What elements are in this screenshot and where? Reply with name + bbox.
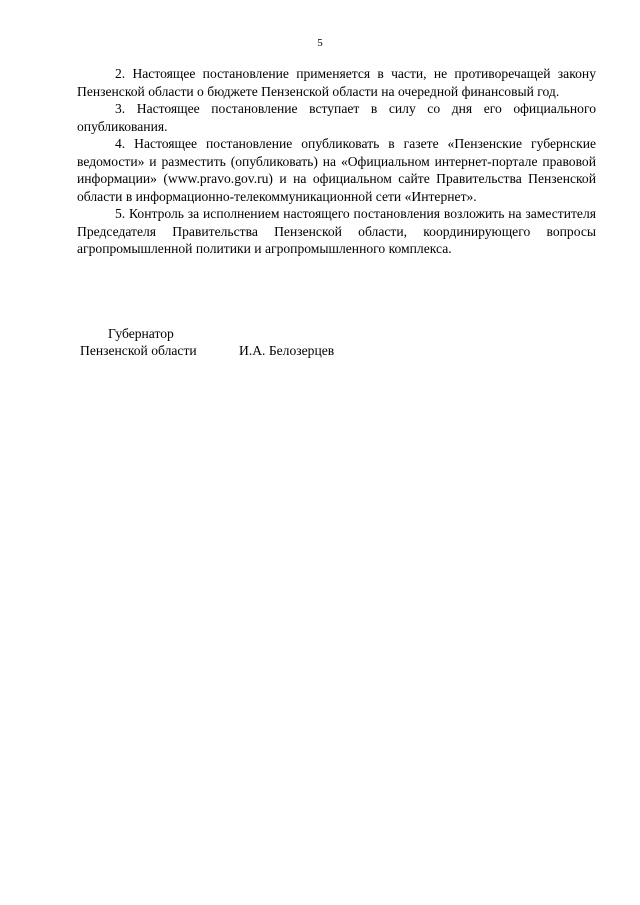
document-body: [77, 65, 596, 258]
page-number: 5: [317, 37, 323, 49]
paragraph-2: 2. Настоящее постановление применяется в части, не противоречащей закону Пензенской области о бюджете Пензенской области на очередной финансовый год.: [77, 66, 596, 99]
paragraph-4: 4. Настоящее постановление опубликовать в газете «Пензенские губернские ведомости» и разместить (опубликовать) на «Официальном интернет-портале правовой информации» (www.pravo.gov.ru) и на официальном сайте Правительства Пензенской области в информационно-телекоммуникационной сети «Интернет».: [77, 136, 596, 204]
signatory-title-line2: Пензенской области: [80, 343, 197, 358]
signatory-title-line1: Губернатор: [108, 326, 174, 341]
signatory-name: И.А. Белозерцев: [239, 343, 335, 358]
paragraph-5: 5. Контроль за исполнением настоящего постановления возложить на заместителя Председателя Правительства Пензенской области, координирующего вопросы агропромышленной политики и агропромышленного комплекса.: [77, 206, 596, 256]
paragraph-3: 3. Настоящее постановление вступает в силу со дня его официального опубликования.: [77, 101, 596, 134]
